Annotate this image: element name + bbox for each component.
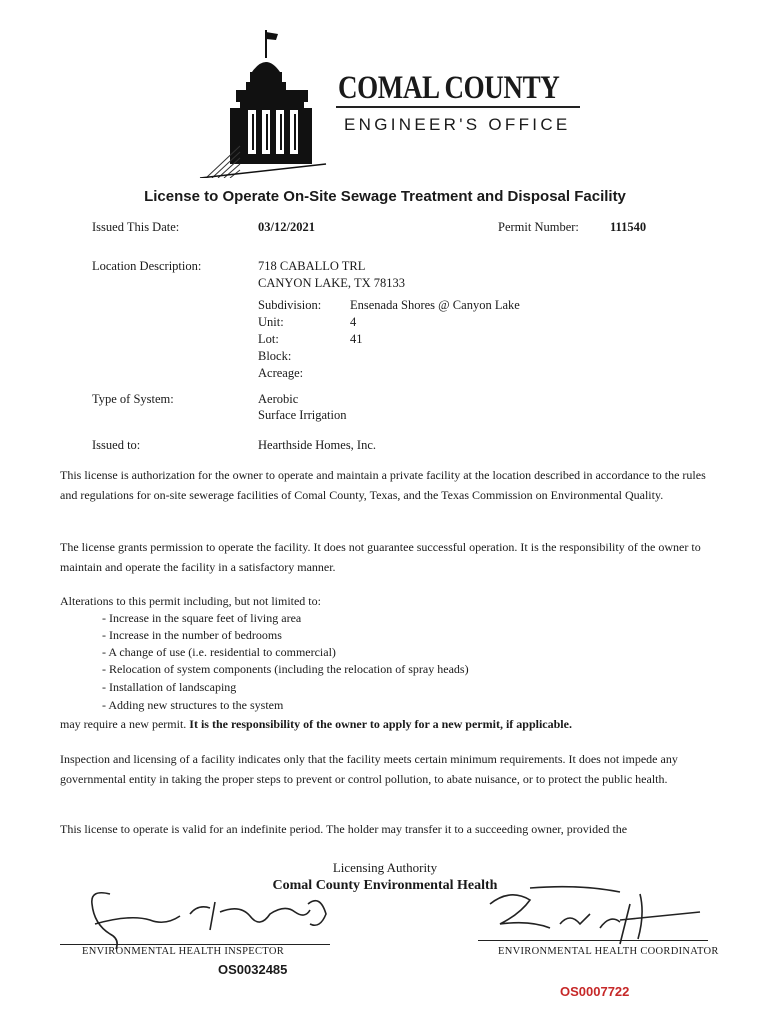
unit-value: 4 [350,315,357,329]
inspector-signature-line [60,944,330,945]
alteration-item: - Increase in the square feet of living area [102,611,302,625]
org-subtitle: ENGINEER'S OFFICE [344,115,571,134]
licensing-authority-label: Licensing Authority [332,860,438,875]
permit-number-value: 111540 [610,220,647,234]
alterations-outro-text: may require a new permit. [60,717,187,731]
alteration-item: - Relocation of system components (including the relocation of spray heads) [102,662,469,676]
location-address-line1: 718 CABALLO TRL [258,259,366,273]
system-type-label: Type of System: [92,392,174,406]
courthouse-logo-icon [196,28,336,178]
paragraph-authorization: This license is authorization for the owner to operate and maintain a private facility at the location described in accordance to the rules and regulations for on-site sewerage facilities of Comal County, Texas, and the Texas Commission on Environmental Quality. [60,468,706,502]
header-divider [336,106,580,108]
lot-label: Lot: [258,332,279,346]
permit-number-label: Permit Number: [498,220,579,234]
licensing-authority-name: Comal County Environmental Health [272,878,498,893]
inspector-caption: ENVIRONMENTAL HEALTH INSPECTOR [82,946,285,957]
org-name: COMAL COUNTY [338,70,560,106]
alteration-item: - Adding new structures to the system [102,698,284,712]
block-label: Block: [258,349,292,363]
alteration-item: - Installation of landscaping [102,680,237,694]
coordinator-caption: ENVIRONMENTAL HEALTH COORDINATOR [498,946,719,957]
location-label: Location Description: [92,259,202,273]
inspector-id: OS0032485 [218,962,288,977]
location-address-line2: CANYON LAKE, TX 78133 [258,276,405,290]
owner-responsibility-note: It is the responsibility of the owner to apply for a new permit, if applicable. [189,717,572,731]
alterations-outro [60,715,720,735]
coordinator-signature-line [478,940,708,941]
alterations-intro: Alterations to this permit including, but not limited to: [60,594,321,608]
subdivision-value: Ensenada Shores @ Canyon Lake [350,298,520,312]
paragraph-permission: The license grants permission to operate the facility. It does not guarantee successful operation. It is the responsibility of the owner to maintain and operate the facility in a satisfactory manner. [60,540,701,574]
issued-date-label: Issued This Date: [92,220,180,234]
coordinator-id: OS0007722 [560,984,630,999]
document-title: License to Operate On-Site Sewage Treatment and Disposal Facility [144,188,626,205]
alteration-item: - Increase in the number of bedrooms [102,628,282,642]
issued-date-value: 03/12/2021 [258,220,315,234]
system-type-line1: Aerobic [258,392,299,406]
coordinator-signature [470,884,710,954]
subdivision-label: Subdivision: [258,298,322,312]
lot-value: 41 [350,332,363,346]
issued-to-label: Issued to: [92,438,141,452]
issued-to-value: Hearthside Homes, Inc. [258,438,377,452]
acreage-label: Acreage: [258,366,304,380]
alteration-item: - A change of use (i.e. residential to commercial) [102,645,336,659]
paragraph-validity: This license to operate is valid for an indefinite period. The holder may transfer it to a succeeding owner, provided the [60,822,628,836]
paragraph-inspection: Inspection and licensing of a facility indicates only that the facility meets certain minimum requirements. It does not impede any governmental entity in taking the proper steps to prevent or control pollution, to abate nuisance, or to protect the public health. [60,752,678,786]
system-type-line2: Surface Irrigation [258,408,347,422]
unit-label: Unit: [258,315,284,329]
